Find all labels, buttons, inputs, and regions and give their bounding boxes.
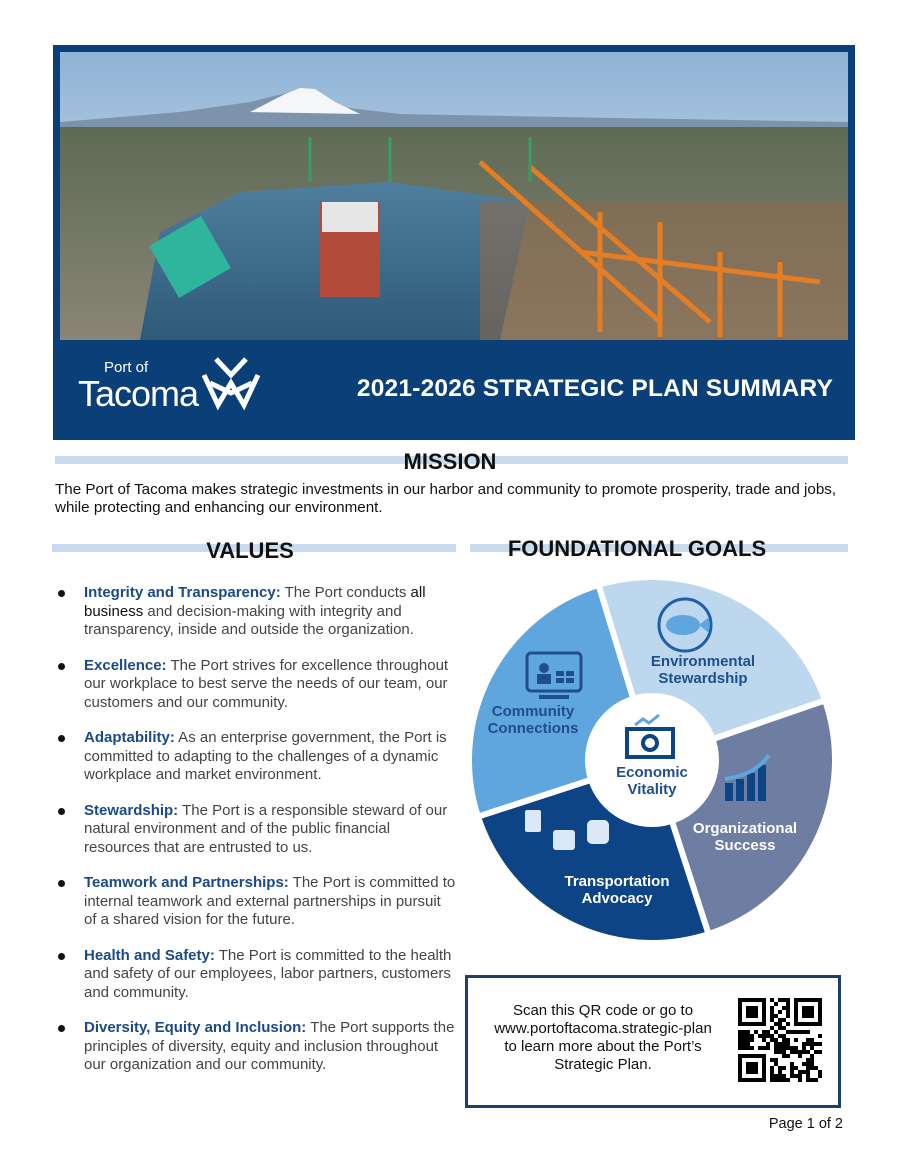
bullet xyxy=(58,880,65,887)
label-transportation-advocacy: Advocacy xyxy=(581,890,653,907)
qr-info-box xyxy=(465,975,841,1108)
values-heading: VALUES xyxy=(206,538,294,563)
label-transportation-advocacy: Transportation xyxy=(564,873,670,890)
bullet xyxy=(58,663,65,670)
port-of-tacoma-logo xyxy=(78,355,268,425)
label-environmental-stewardship: Stewardship xyxy=(658,670,748,687)
label-economic-vitality: Vitality xyxy=(627,781,677,798)
label-economic-vitality: Economic xyxy=(616,764,688,781)
goals-heading: FOUNDATIONAL GOALS xyxy=(507,536,767,561)
ship-icon xyxy=(553,830,575,850)
label-community-connections: Community xyxy=(491,703,575,720)
label-community-connections: Connections xyxy=(487,720,579,737)
list-item: Diversity, Equity and Inclusion: The Port supports the principles of diversity, equity and inclusion throughout our organization and our community. xyxy=(62,1019,457,1075)
bullet xyxy=(58,590,65,597)
list-item: Health and Safety: The Port is committed to the health and safety of our employees, labor partners, customers and community. xyxy=(62,947,457,1003)
values-list xyxy=(62,584,457,1092)
label-environmental-stewardship: Environmental xyxy=(650,653,756,670)
port-aerial-photo xyxy=(60,52,848,340)
list-item: Excellence: The Port strives for excellence throughout our workplace to best serve the needs of our team, our customers and our community. xyxy=(62,657,457,713)
mission-text: The Port of Tacoma makes strategic investments in our harbor and community to promote prosperity, trade and jobs, while protecting and enhancing our environment. xyxy=(55,481,837,516)
page-number: Page 1 of 2 xyxy=(768,1116,843,1132)
logo-mark-icon xyxy=(200,353,262,411)
label-organizational-success: Organizational xyxy=(692,820,798,837)
foundational-goals-wheel xyxy=(465,575,845,950)
list-item: Adaptability: As an enterprise government, the Port is committed to adapting to the challenges of a dynamic workplace and market environment. xyxy=(62,729,457,785)
bullet xyxy=(58,735,65,742)
list-item: Stewardship: The Port is a responsible steward of our natural environment and of the public financial resources that are entrusted to us. xyxy=(62,802,457,858)
label-organizational-success: Success xyxy=(714,837,776,854)
strategic-plan-link[interactable]: www.portoftacoma.strategic-plan xyxy=(494,1020,712,1037)
qr-code[interactable] xyxy=(738,998,822,1082)
logo-tacoma: Tacoma xyxy=(78,373,199,414)
list-item: Integrity and Transparency: The Port conducts all business and decision-making with integrity and transparency, inside and outside the organization. xyxy=(62,584,457,640)
page-title: 2021-2026 STRATEGIC PLAN SUMMARY xyxy=(356,375,833,402)
bullet xyxy=(58,953,65,960)
bullet xyxy=(58,808,65,815)
center-circle xyxy=(585,693,719,827)
logo-port-of: Port of xyxy=(104,359,149,376)
header-banner xyxy=(53,45,855,440)
train-icon xyxy=(587,820,609,844)
truck-icon xyxy=(525,810,541,832)
bullet xyxy=(58,1025,65,1032)
qr-text: Scan this QR code or go to www.portoftacoma.strategic-plan to learn more about the Port’s Strategic Plan. xyxy=(478,1002,728,1074)
mission-heading: MISSION xyxy=(403,449,497,474)
list-item: Teamwork and Partnerships: The Port is committed to internal teamwork and external partnerships in pursuit of a shared vision for the future. xyxy=(62,874,457,930)
